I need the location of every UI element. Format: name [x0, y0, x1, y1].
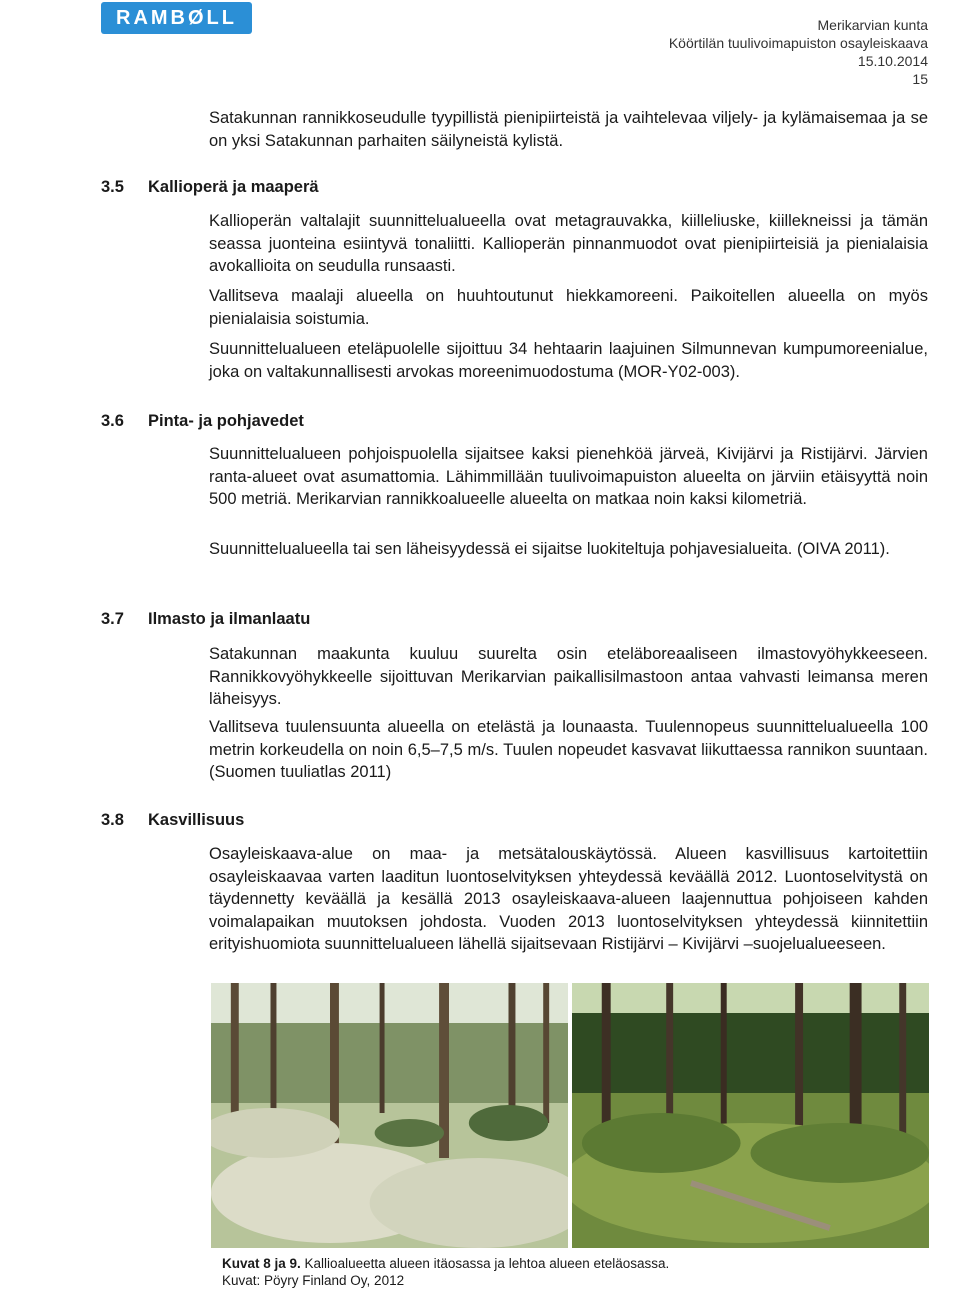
- paragraph: Vallitseva maalaji alueella on huuhtoutunut hiekkamoreeni. Paikoitellen alueella on myös pienialaisia soistumia.: [209, 287, 928, 328]
- header-date: 15.10.2014: [857, 53, 928, 69]
- header-project: Köörtilän tuulivoimapuiston osayleiskaava: [668, 35, 928, 51]
- caption-label: Kuvat 8 ja 9.: [222, 1256, 301, 1271]
- header-client: Merikarvian kunta: [817, 17, 928, 33]
- paragraph: Osayleiskaava-alue on maa- ja metsätalouskäytössä. Alueen kasvillisuus kartoitettiin osayleiskaavaa varten laaditun luontoselvityksen yhteydessä keväällä 2012. Luontoselvitystä on täydennetty keväällä ja kesällä 2013 osayleiskaava-alueen laajennuttua pohjoiseen kahden voimalapaikan muutoksen johdosta. Vuoden 2013 luontoselvityksen yhteydessä kiinnitettiin erityishuomiota suunnittelualueen lähellä sijaitsevaan Ristijärvi – Kivijärvi –suojelualueeseen.: [209, 845, 928, 953]
- caption-text: Kallioalueetta alueen itäosassa ja lehtoa alueen eteläosassa.: [300, 1256, 670, 1271]
- photo-row: [211, 983, 929, 1248]
- caption-credit: Kuvat: Pöyry Finland Oy, 2012: [222, 1273, 405, 1288]
- paragraph: Kallioperän valtalajit suunnittelualueella ovat metagrauvakka, kiilleliuske, kiillekneissi ja tämän seassa juonteina esiintyvä tonaliitti. Kallioperän pinnanmuodot ovat pienipiirteisiä ja pienialaisia avokallioita on seudulla runsaasti.: [209, 212, 928, 275]
- section-heading-3-6: 3.6 Pinta- ja pohjavedet: [101, 412, 304, 430]
- paragraph: Suunnittelualueella tai sen läheisyydessä ei sijaitse luokiteltuja pohjavesialueita. (OIVA 2011).: [209, 540, 890, 558]
- intro-paragraph: Satakunnan rannikkoseudulle tyypillistä pienipiirteistä ja vaihtelevaa viljely- ja kylämaisemaa ja se on yksi Satakunnan parhaiten säilyneistä kylistä.: [209, 109, 928, 150]
- ramboll-logo: RAMBØLL: [101, 2, 252, 34]
- document-header: [669, 16, 928, 88]
- herb-rich-forest-photo: [572, 983, 929, 1248]
- figure-caption: [222, 1255, 669, 1289]
- page-number: 15: [912, 71, 928, 87]
- paragraph: Suunnittelualueen pohjoispuolella sijaitsee kaksi pienehköä järveä, Kivijärvi ja Ristijärvi. Järvien ranta-alueet ovat asumattomia. Lähimmillään tuulivoimapuiston alueelta on järviin etäisyyttä noin 500 metriä. Merikarvian rannikkoalueelle alueelta on matkaa noin kaksi kilometriä.: [209, 445, 928, 508]
- section-heading-3-7: 3.7 Ilmasto ja ilmanlaatu: [101, 610, 311, 628]
- paragraph: Vallitseva tuulensuunta alueella on etelästä ja lounaasta. Tuulennopeus suunnittelualueella 100 metrin korkeudella on noin 6,5–7,5 m/s. Tuulen nopeudet kasvavat liikuttaessa rannikon suuntaan. (Suomen tuuliatlas 2011): [209, 718, 928, 781]
- rocky-forest-photo: [211, 983, 568, 1248]
- paragraph: Suunnittelualueen eteläpuolelle sijoittuu 34 hehtaarin laajuinen Silmunnevan kumpumoreenialue, joka on valtakunnallisesti arvokas moreenimuodostuma (MOR-Y02-003).: [209, 340, 928, 381]
- section-heading-3-5: 3.5 Kallioperä ja maaperä: [101, 178, 319, 196]
- section-heading-3-8: 3.8 Kasvillisuus: [101, 811, 245, 829]
- paragraph: Satakunnan maakunta kuuluu suurelta osin eteläboreaaliseen ilmastovyöhykkeeseen. Rannikkovyöhykkeelle sijoittuvan Merikarvian paikallisilmastoon antaa vahvasti leimansa meren läheisyys.: [209, 645, 928, 708]
